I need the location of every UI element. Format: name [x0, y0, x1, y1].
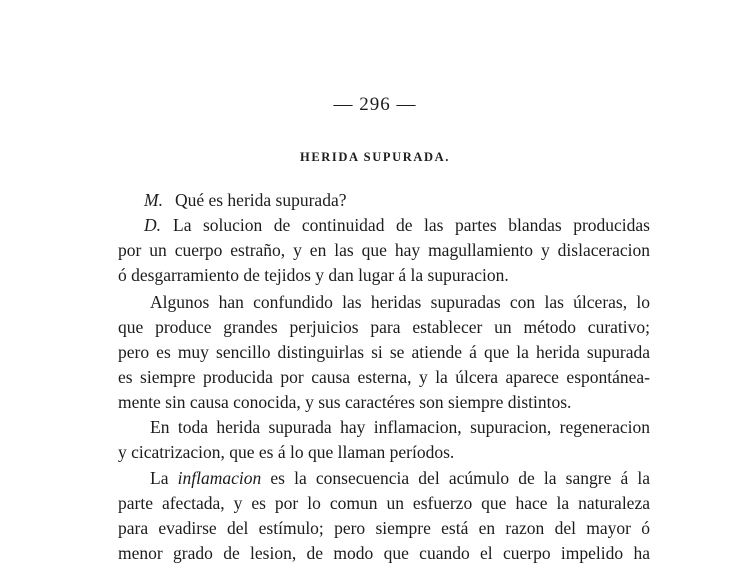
- answer-line-2: por un cuerpo estraño, y en las que hay magullamiento y dislaceracion: [118, 240, 650, 260]
- paragraph-3-line-2: y cicatrizacion, que es á lo que llaman períodos.: [118, 442, 455, 462]
- question-line: [144, 188, 650, 213]
- paragraph-4-line-2: parte afectada, y es por lo comun un esfuerzo que hace la naturaleza: [118, 493, 650, 513]
- section-heading: HERIDA SUPURADA.: [300, 150, 450, 164]
- answer-line-3: ó desgarramiento de tejidos y dan lugar á la supuracion.: [118, 265, 509, 285]
- page-number: — 296 —: [333, 94, 417, 115]
- paragraph-4-line-4: menor grado de lesion, de modo que cuando el cuerpo impelido ha: [118, 543, 650, 563]
- paragraph-2-line-5: mente sin causa conocida, y sus caractéres son siempre distintos.: [118, 392, 572, 412]
- paragraph-2-line-2: que produce grandes perjuicios para establecer un método curativo;: [118, 317, 650, 337]
- answer-label: D.: [144, 215, 162, 235]
- paragraph-4-pre: La: [150, 468, 169, 488]
- answer-line-1: [144, 213, 650, 238]
- answer-text-1: La solucion de continuidad de las partes blandas producidas: [173, 215, 650, 235]
- paragraph-2-line-4: es siempre producida por causa esterna, y la úlcera aparece espontánea-: [118, 367, 650, 387]
- paragraph-2-line-3: pero es muy sencillo distinguirlas si se atiende á que la herida supurada: [118, 342, 650, 362]
- question-text: Qué es herida supurada?: [174, 190, 347, 210]
- paragraph-4-line-1: [150, 466, 650, 491]
- term-inflamacion: inflamacion: [177, 468, 262, 488]
- question-label: M.: [144, 190, 163, 210]
- paragraph-2-line-1: Algunos han confundido las heridas supuradas con las úlceras, lo: [150, 292, 650, 312]
- paragraph-4-post: es la consecuencia del acúmulo de la sangre á la: [270, 468, 651, 488]
- paragraph-3-line-1: En toda herida supurada hay inflamacion, supuracion, regeneracion: [150, 417, 650, 437]
- paragraph-4-line-3: para evadirse del estímulo; pero siempre está en razon del mayor ó: [118, 518, 650, 538]
